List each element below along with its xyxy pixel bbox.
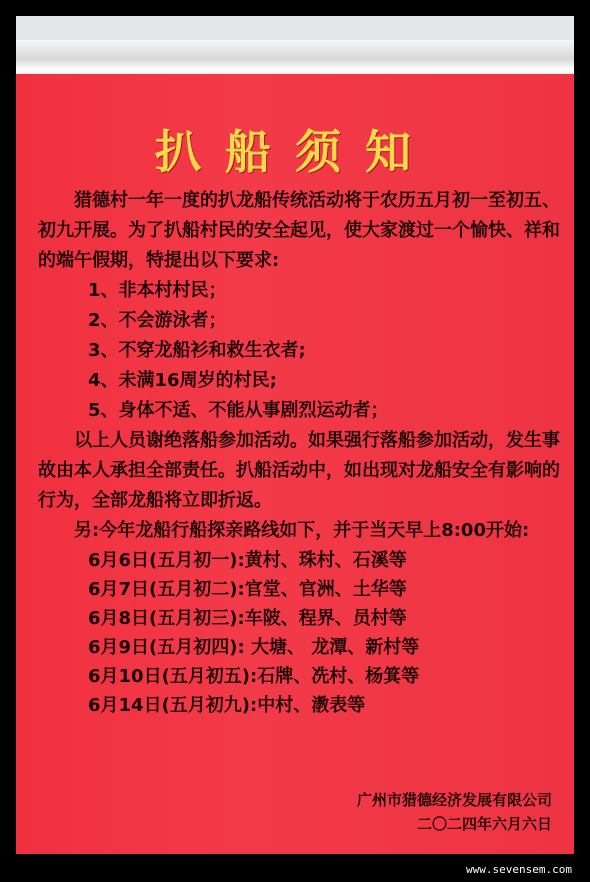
requirement-item: 5、身体不适、不能从事剧烈运动者； bbox=[88, 400, 389, 421]
signature-org: 广州市猎德经济发展有限公司 bbox=[356, 791, 552, 809]
red-banner bbox=[16, 74, 574, 854]
requirement-item: 1、非本村村民； bbox=[88, 280, 227, 301]
route-intro: 另:今年龙船行船探亲路线如下，并于当天早上8:00开始: bbox=[74, 520, 530, 541]
route-item: 6月8日(五月初三):车陂、程界、员村等 bbox=[88, 608, 407, 629]
photo bbox=[16, 16, 574, 854]
routes-list bbox=[38, 546, 566, 720]
notice-body bbox=[38, 186, 566, 720]
signature-date: 二〇二四年六月六日 bbox=[416, 815, 552, 833]
requirement-item: 3、不穿龙船衫和救生衣者; bbox=[88, 340, 306, 361]
requirements-list bbox=[38, 276, 566, 426]
route-item: 6月9日(五月初四): 大塘、 龙潭、新村等 bbox=[88, 637, 420, 658]
requirement-item: 4、未满16周岁的村民; bbox=[88, 370, 277, 391]
route-item: 6月10日(五月初五):石牌、冼村、杨箕等 bbox=[88, 666, 420, 687]
watermark: www.sevensem.com bbox=[466, 863, 572, 876]
route-item: 6月6日(五月初一):黄村、珠村、石溪等 bbox=[88, 550, 407, 571]
intro-paragraph: 猎德村一年一度的扒龙船传统活动将于农历五月初一至初五、初九开展。为了扒船村民的安全起见，使大家渡过一个愉快、祥和的端午假期，特提出以下要求: bbox=[38, 190, 560, 271]
route-item: 6月14日(五月初九):中村、漖表等 bbox=[88, 695, 366, 716]
requirement-item: 2、不会游泳者； bbox=[88, 310, 227, 331]
signature bbox=[262, 788, 552, 836]
route-item: 6月7日(五月初二):官堂、官洲、土华等 bbox=[88, 579, 407, 600]
notice-title: 扒船须知 bbox=[155, 125, 435, 179]
warning-paragraph: 以上人员谢绝落船参加活动。如果强行落船参加活动，发生事故由本人承担全部责任。扒船活动中，如出现对龙船安全有影响的行为，全部龙船将立即折返。 bbox=[38, 430, 560, 511]
